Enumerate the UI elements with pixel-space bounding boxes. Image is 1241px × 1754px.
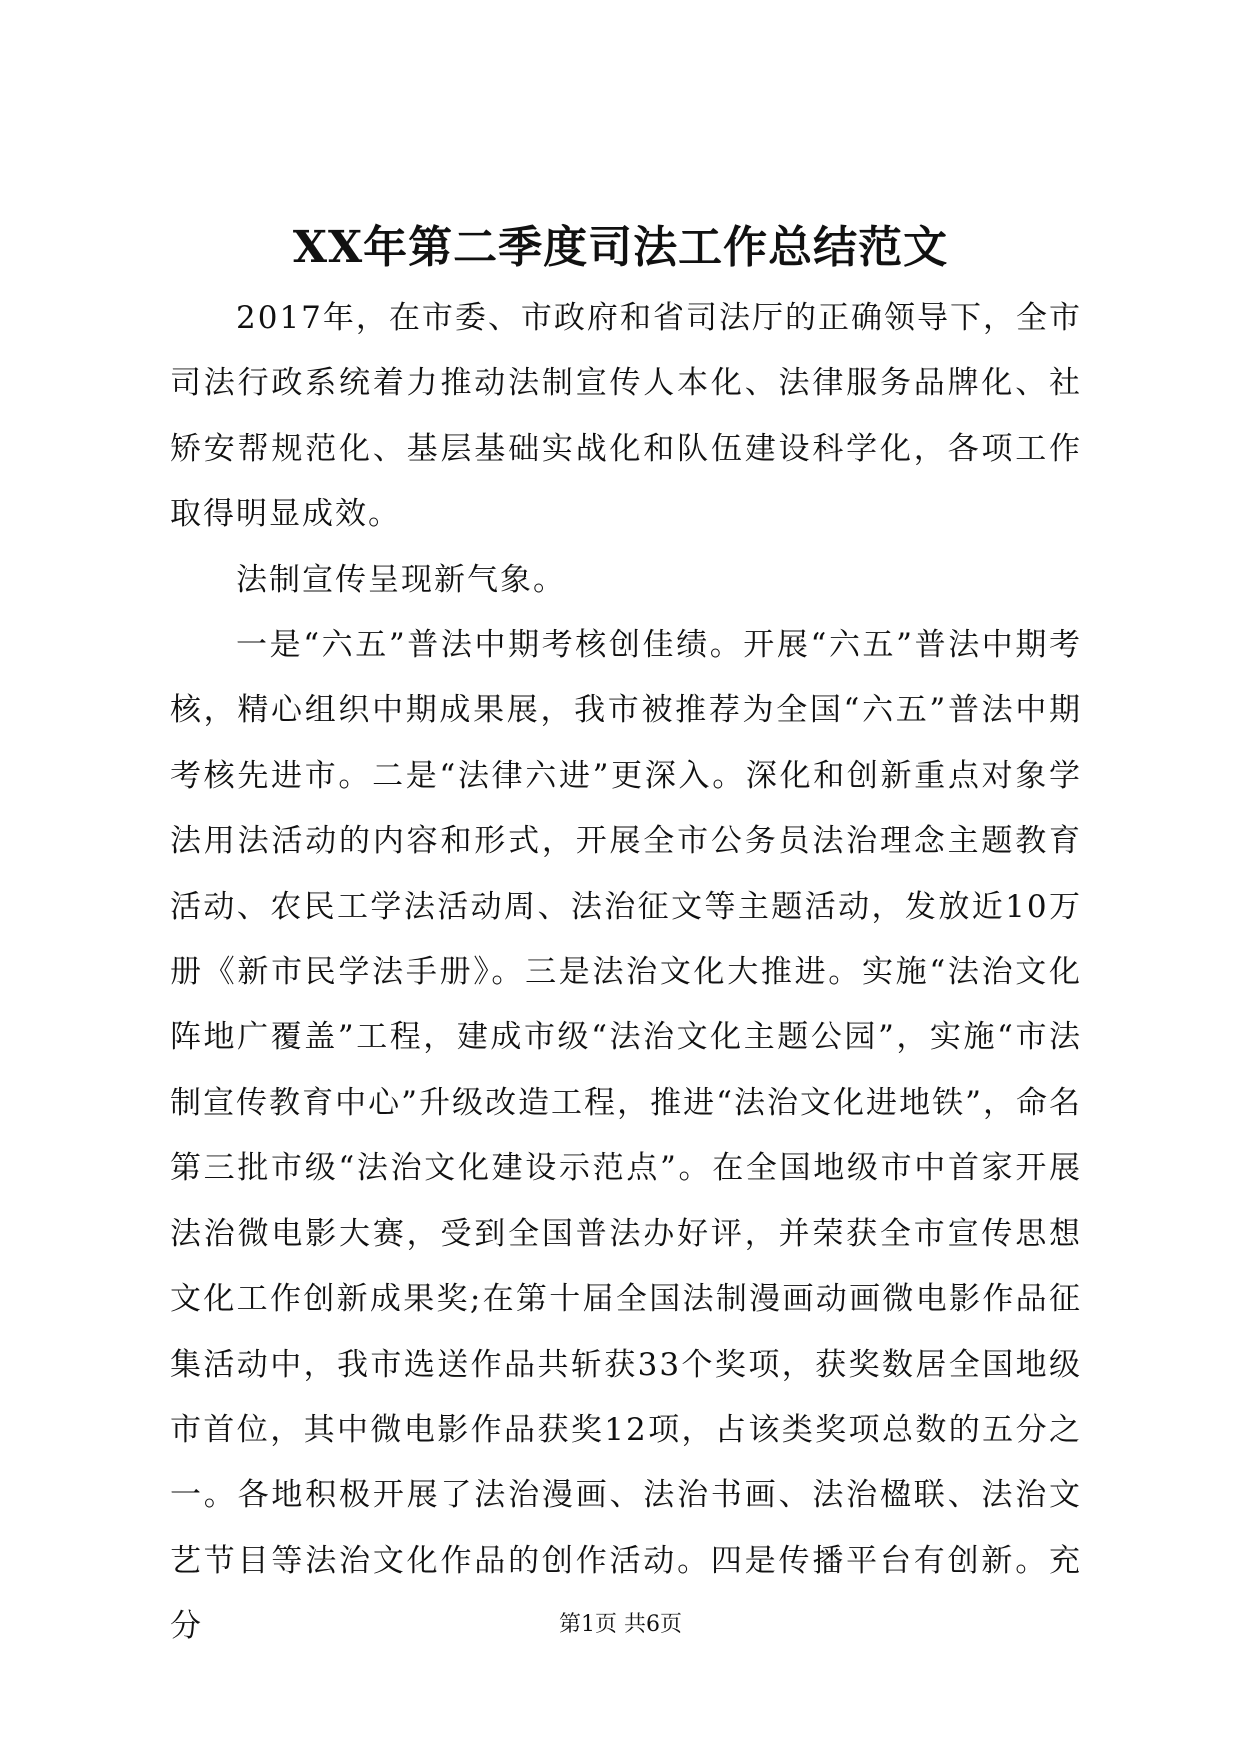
paragraph-intro: 2017年，在市委、市政府和省司法厅的正确领导下，全市司法行政系统着力推动法制宣传人本化、法律服务品牌化、社矫安帮规范化、基层基础实战化和队伍建设科学化，各项工作取得明显成效。 [170, 300, 1082, 533]
paragraph-details: 一是“六五”普法中期考核创佳绩。开展“六五”普法中期考核，精心组织中期成果展，我市被推荐为全国“六五”普法中期考核先进市。二是“法律六进”更深入。深化和创新重点对象学法用法活动的内容和形式，开展全市公务员法治理念主题教育活动、农民工学法活动周、法治征文等主题活动，发放近10万册《新市民学法手册》。三是法治文化大推进。实施“法治文化阵地广覆盖”工程，建成市级“法治文化主题公园”，实施“市法制宣传教育中心”升级改造工程，推进“法治文化进地铁”，命名第三批市级“法治文化建设示范点”。在全国地级市中首家开展法治微电影大赛，受到全国普法办好评，并荣获全市宣传思想文化工作创新成果奖;在第十届全国法制漫画动画微电影作品征集活动中，我市选送作品共斩获33个奖项，获奖数居全国地级市首位，其中微电影作品获奖12项，占该类奖项总数的五分之一。各地积极开展了法治漫画、法治书画、法治楹联、法治文艺节目等法治文化作品的创作活动。四是传播平台有创新。充分 [170, 627, 1082, 1645]
page-number: 第1页 共6页 [559, 1612, 682, 1637]
document-body [170, 286, 1082, 1660]
document-title: XX年第二季度司法工作总结范文 [292, 222, 949, 273]
paragraph-section-heading: 法制宣传呈现新气象。 [236, 561, 566, 598]
